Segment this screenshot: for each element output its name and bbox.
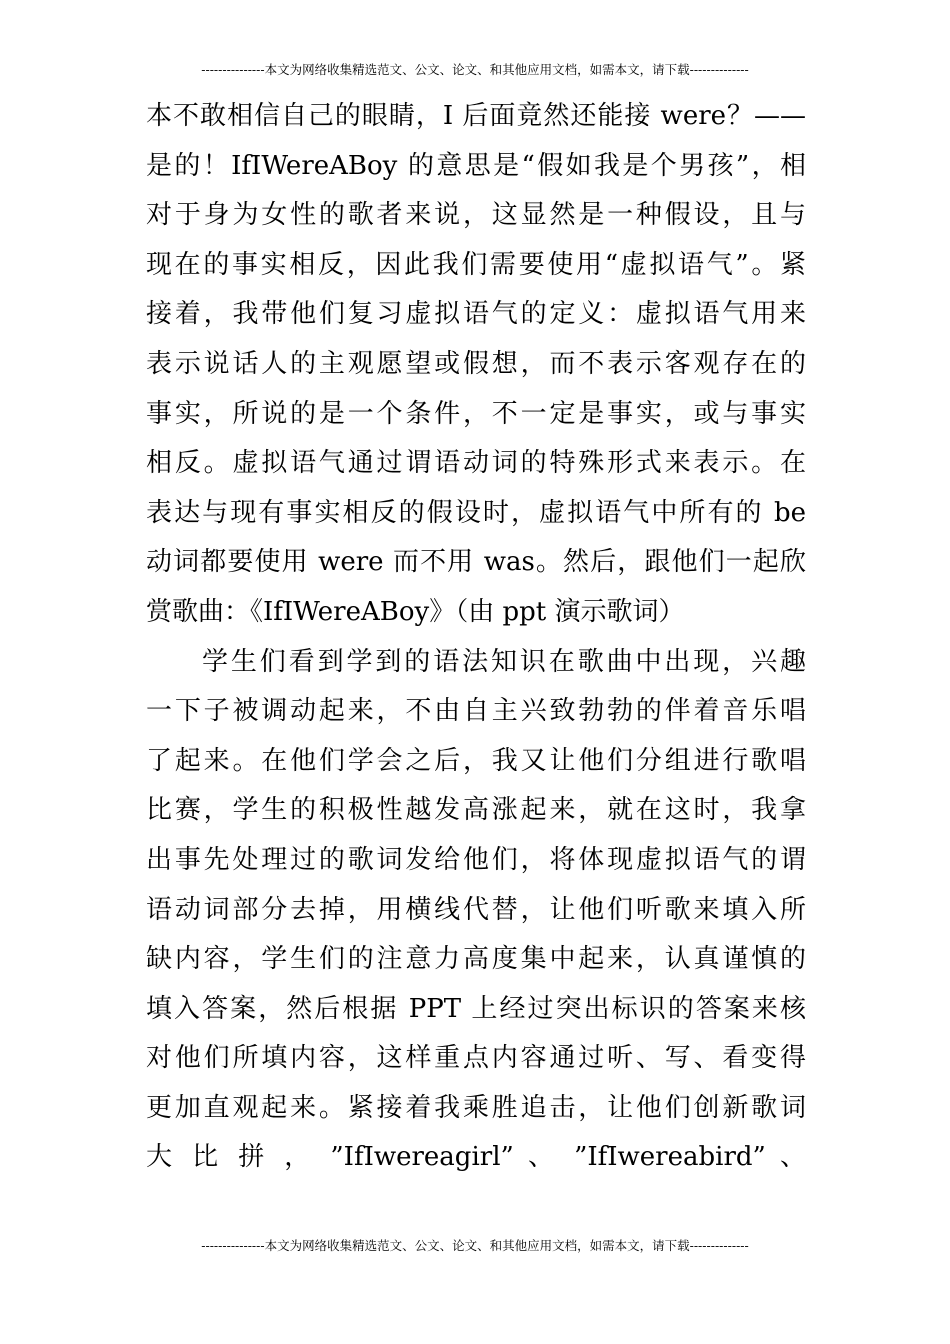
text-line: 现在的事实相反，因此我们需要使用“虚拟语气”。紧 [146,249,806,280]
text-line: 对于身为女性的歌者来说，这显然是一种假设，且与 [146,200,806,231]
text-line: 填入答案，然后根据 PPT 上经过突出标识的答案来核 [146,993,806,1024]
text-line: 相反。虚拟语气通过谓语动词的特殊形式来表示。在 [146,448,806,479]
text-line: 一下子被调动起来，不由自主兴致勃勃的伴着音乐唱 [146,696,806,727]
text-line: 语动词部分去掉，用横线代替，让他们听歌来填入所 [146,894,806,925]
text-line: 表示说话人的主观愿望或假想，而不表示客观存在的 [146,348,806,379]
document-body [146,92,806,1183]
text-line: 表达与现有事实相反的假设时，虚拟语气中所有的 be [146,497,806,528]
text-line: 本不敢相信自己的眼睛，I 后面竟然还能接 were？—— [146,101,806,131]
paragraph-1 [146,92,806,638]
text-line: 大 比 拼 ， ”IfIwereagirl” 、 ”IfIwereabird” 、 [146,1142,806,1173]
text-line: 事实，所说的是一个条件，不一定是事实，或与事实 [146,398,806,429]
page-header: ---------------本文为网络收集精选范文、公文、论文、和其他应用文档，如需本文，请下载-------------- [201,62,749,77]
text-line: 出事先处理过的歌词发给他们，将体现虚拟语气的谓 [146,844,806,875]
text-line: 比赛，学生的积极性越发高涨起来，就在这时，我拿 [146,795,806,826]
text-line: 接着，我带他们复习虚拟语气的定义：虚拟语气用来 [146,299,806,330]
text-line: 更加直观起来。紧接着我乘胜追击，让他们创新歌词 [146,1092,806,1123]
text-line: 了起来。在他们学会之后，我又让他们分组进行歌唱 [146,745,806,776]
page-footer: ---------------本文为网络收集精选范文、公文、论文、和其他应用文档，如需本文，请下载-------------- [201,1238,749,1253]
text-line: 学生们看到学到的语法知识在歌曲中出现，兴趣 [202,646,806,677]
text-line: 是的！IfIWereABoy 的意思是“假如我是个男孩”，相 [146,150,806,181]
text-line: 对他们所填内容，这样重点内容通过听、写、看变得 [146,1043,806,1074]
text-line: 赏歌曲：《IfIWereABoy》（由 ppt 演示歌词） [146,596,685,627]
paragraph-2 [146,638,806,1184]
text-line: 动词都要使用 were 而不用 was。然后，跟他们一起欣 [146,547,806,578]
text-line: 缺内容，学生们的注意力高度集中起来，认真谨慎的 [146,944,806,975]
